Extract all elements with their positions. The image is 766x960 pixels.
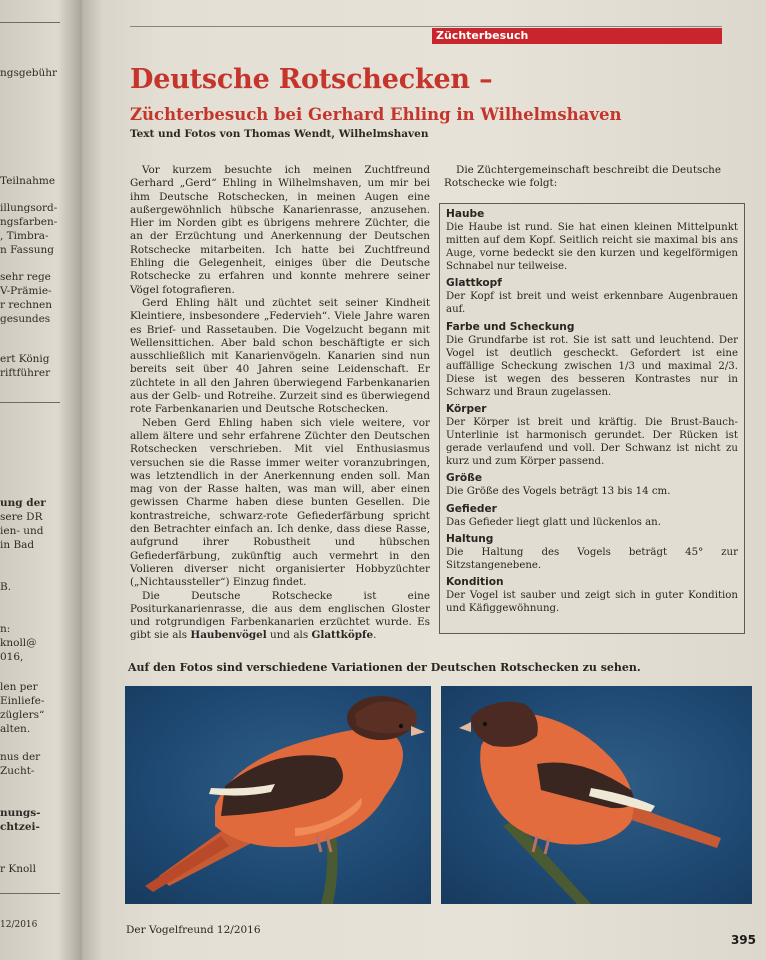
article-subtitle: Züchterbesuch bei Gerhard Ehling in Wilhelmshaven bbox=[130, 105, 622, 124]
left-page-line: 016, bbox=[0, 651, 24, 663]
canary-photo-crested bbox=[125, 686, 431, 904]
standard-text: Die Haube ist rund. Sie hat einen kleinen Mittelpunkt mitten auf dem Kopf. Seitlich reicht sie maximal bis ans Auge, vorne bedeckt sie den kurzen und kegelförmigen Schnabel nur teilweise. bbox=[446, 222, 738, 273]
body-text: Die Deutsche Rotschecke ist eine Positurkanarienrasse, die aus dem englischen Gloster und rotgrundigen Farbenkanarien erzüchtet wurde. Es gibt sie als bbox=[130, 589, 430, 642]
left-page-line: sere DR bbox=[0, 511, 43, 523]
left-page-line: ien- und bbox=[0, 525, 44, 537]
left-page-line: ngsfarben- bbox=[0, 216, 58, 228]
standard-text: Die Grundfarbe ist rot. Sie ist satt und leuchtend. Der Vogel ist deutlich gescheckt. Gefordert ist eine auffällige Scheckung zwischen 1/3 und maximal 2/3. Diese ist wegen des besseren Kontrastes nur in Schwarz und Braun zugelassen. bbox=[446, 334, 738, 398]
standard-item bbox=[446, 472, 738, 498]
photo-caption: Auf den Fotos sind verschiedene Variationen der Deutschen Rotschecken zu sehen. bbox=[128, 661, 641, 674]
body-paragraph bbox=[130, 590, 430, 643]
left-page-line: B. bbox=[0, 581, 12, 593]
left-page-line: r rechnen bbox=[0, 299, 52, 311]
body-column-left bbox=[130, 164, 430, 643]
body-text: und als bbox=[266, 629, 312, 642]
standard-text: Der Körper ist breit und kräftig. Die Brust-Bauch-Unterlinie ist harmonisch gerundet. Der Rücken ist gerade verlaufend und voll. Der Schwanz ist nicht zu kurz und zum Körper passend. bbox=[446, 417, 738, 468]
standard-text: Das Gefieder liegt glatt und lückenlos an. bbox=[446, 516, 661, 528]
left-page-line: Zucht- bbox=[0, 765, 35, 777]
left-page-line: riftführer bbox=[0, 367, 51, 379]
standard-heading: Haltung bbox=[446, 532, 494, 545]
standard-intro: Die Züchtergemeinschaft beschreibt die Deutsche Rotschecke wie folgt: bbox=[444, 164, 721, 190]
standard-text: Die Größe des Vogels beträgt 13 bis 14 cm. bbox=[446, 486, 671, 498]
left-page-edge bbox=[0, 0, 82, 960]
left-page-line: ung der bbox=[0, 497, 46, 509]
header-rule bbox=[130, 26, 722, 27]
left-page-line: gesundes bbox=[0, 313, 51, 325]
left-page-rule-bottom bbox=[0, 893, 60, 894]
left-page-line: knoll@ bbox=[0, 637, 37, 649]
left-page-line: nungs- bbox=[0, 807, 41, 819]
standard-heading: Größe bbox=[446, 472, 483, 485]
standard-heading: Haube bbox=[446, 208, 485, 220]
left-page-line: züglers“ bbox=[0, 709, 45, 721]
left-page-line: ert König bbox=[0, 353, 50, 365]
standard-item bbox=[446, 208, 738, 273]
standard-heading: Farbe und Scheckung bbox=[446, 320, 575, 333]
section-tag: Züchterbesuch bbox=[432, 28, 722, 44]
crested-canary-image bbox=[125, 686, 431, 904]
left-page-line: illungsord- bbox=[0, 202, 58, 214]
left-page-line: , Timbra- bbox=[0, 230, 49, 242]
standard-item bbox=[446, 503, 738, 529]
standard-text: Der Vogel ist sauber und zeigt sich in guter Kondition und Käfiggewöhnung. bbox=[446, 589, 738, 614]
body-bold-term: Glattköpfe bbox=[311, 629, 374, 642]
standard-text: Der Kopf ist breit und weist erkennbare Augenbrauen auf. bbox=[446, 291, 738, 316]
left-page-line: len per bbox=[0, 681, 38, 693]
left-page-line: alten. bbox=[0, 723, 31, 735]
left-page-line: sehr rege bbox=[0, 271, 51, 283]
left-page-line: 12/2016 bbox=[0, 920, 38, 930]
left-page-line: Teilnahme bbox=[0, 175, 56, 187]
standard-text: Die Haltung des Vogels beträgt 45° zur Sitzstangenebene. bbox=[446, 546, 738, 571]
page-number: 395 bbox=[730, 933, 756, 947]
left-page-line: n Fassung bbox=[0, 244, 54, 256]
standard-heading: Gefieder bbox=[446, 502, 497, 515]
body-paragraph: Neben Gerd Ehling haben sich viele weitere, vor allem ältere und sehr erfahrene Züchter den Deutschen Rotschecken verschrieben. Mit viel Enthusiasmus versuchen sie die Rasse immer weiter voranzubringen, was letztendlich in der Anerkennung enden soll. Man mag von der Rasse halten, was man will, aber einen gewissen Charme haben diese bunten Gesellen. Die kontrastreiche, schwarz-rote Gefiederfärbung spricht den Betrachter einfach an. Ich denke, dass diese Rasse, aufgrund ihrer Robustheit und hübschen Gefiederfärbung, zukünftig auch vermehrt in den Volieren diverser nicht organisierter Hobbyzüchter („Nichtaussteller“) Einzug findet. bbox=[130, 416, 430, 589]
left-page-rule-mid bbox=[0, 402, 60, 403]
plainhead-canary-image bbox=[441, 686, 752, 904]
standard-item bbox=[446, 576, 738, 615]
standard-heading: Körper bbox=[446, 403, 487, 416]
left-page-line: r Knoll bbox=[0, 863, 37, 875]
left-page-line: ngsgebühr bbox=[0, 67, 58, 79]
left-page-rule-top bbox=[0, 22, 60, 23]
left-page-line: in Bad bbox=[0, 539, 35, 551]
body-bold-term: Haubenvögel bbox=[190, 629, 267, 642]
body-text: . bbox=[373, 629, 377, 642]
standard-heading: Glattkopf bbox=[446, 277, 502, 290]
footer-magazine: Der Vogelfreund 12/2016 bbox=[126, 924, 261, 936]
left-page-line: nus der bbox=[0, 751, 41, 763]
body-paragraph: Gerd Ehling hält und züchtet seit seiner Kindheit Kleintiere, insbesondere „Federvieh“. Viele Jahre waren es Brief- und Rassetauben. Die Vogelzucht begann mit Wellensittichen. Aber bald schon beschäftigte er sich ausschließlich mit Kanarienvögeln. Kanarien sind nun bereits seit über 40 Jahren seine Leidenschaft. Er züchtete in all den Jahren überwiegend Farbenkanarien aus der Gelb- und Rotreihe. Zurzeit sind es überwiegend rote Farbenkanarien und Deutsche Rotschecken. bbox=[130, 296, 430, 416]
breed-standard-box bbox=[439, 203, 745, 634]
article-title: Deutsche Rotschecken – bbox=[130, 64, 493, 95]
standard-item bbox=[446, 277, 738, 316]
standard-item bbox=[446, 403, 738, 468]
canary-photo-plainhead bbox=[441, 686, 752, 904]
standard-item bbox=[446, 321, 738, 399]
left-page-line: V-Prämie- bbox=[0, 285, 52, 297]
standard-item bbox=[446, 533, 738, 572]
standard-heading: Kondition bbox=[446, 575, 504, 588]
article-byline: Text und Fotos von Thomas Wendt, Wilhelmshaven bbox=[130, 128, 429, 140]
left-page-line: Einliefe- bbox=[0, 695, 45, 707]
magazine-page bbox=[82, 0, 766, 960]
left-page-line: chtzei- bbox=[0, 821, 40, 833]
left-page-line: n: bbox=[0, 623, 11, 635]
body-paragraph: Vor kurzem besuchte ich meinen Zuchtfreund Gerhard „Gerd“ Ehling in Wilhelmshaven, um mir bei ihm Deutsche Rotschecken, in meinen Augen eine außergewöhnlich hübsche Kanarienrasse, anzusehen. Hier im Norden gibt es übrigens mehrere Züchter, die an der Erzüchtung und Anerkennung der Deutschen Rotschecke mitarbeiten. Ich hatte bei Zuchtfreund Ehling die Gelegenheit, einiges über die Deutsche Rotschecke zu erfahren und konnte mehrere seiner Vögel fotografieren. bbox=[130, 164, 430, 296]
